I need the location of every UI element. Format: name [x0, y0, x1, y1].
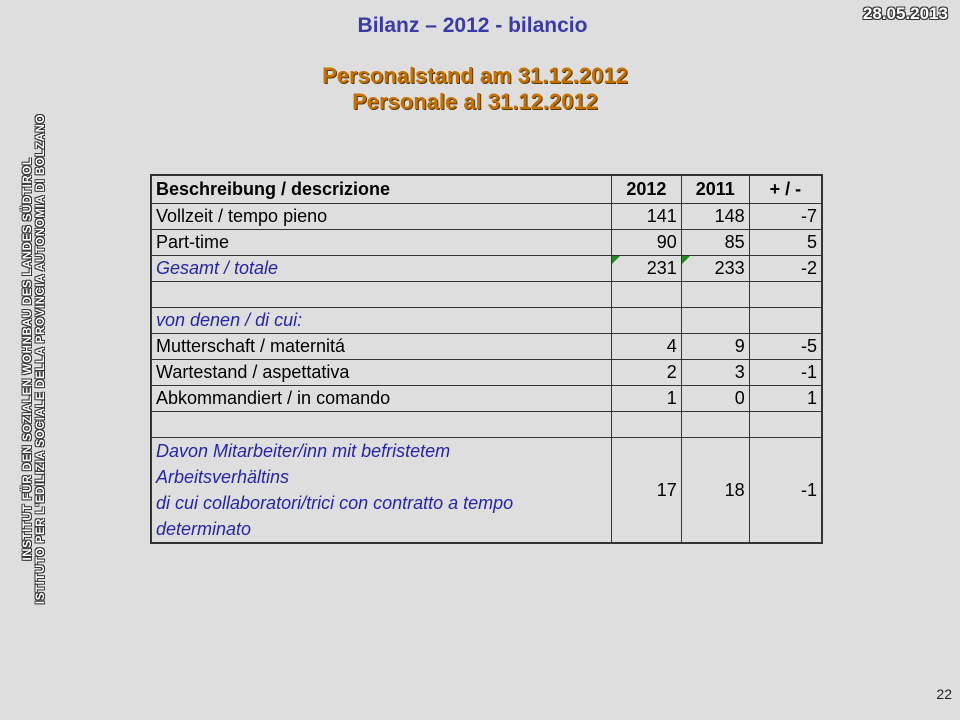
cell-difference: 1 — [749, 386, 822, 412]
cell-difference — [749, 282, 822, 308]
table-row-subheading — [151, 308, 822, 334]
cell-2011 — [681, 256, 749, 282]
table-row-empty — [151, 282, 822, 308]
cell-2011 — [681, 308, 749, 334]
slide-title-german: Personalstand am 31.12.2012 — [322, 63, 628, 88]
cell-2012: 90 — [611, 230, 681, 256]
slide-title — [240, 63, 710, 115]
cell-2012 — [611, 308, 681, 334]
row-description-line: determinato — [156, 519, 252, 539]
table-row-fulltime — [151, 204, 822, 230]
institution-name-german: INSTITUT FÜR DEN SOZIALEN WOHNBAU DES LANDES SÜDTIROL — [22, 157, 34, 561]
cell-2012: 17 — [611, 438, 681, 544]
row-description-line: Davon Mitarbeiter/inn mit befristetem — [156, 441, 451, 461]
row-description: von denen / di cui: — [151, 308, 611, 334]
cell-2012: 141 — [611, 204, 681, 230]
row-description: Wartestand / aspettativa — [151, 360, 611, 386]
formula-marker-icon — [682, 256, 690, 264]
table-row-leave — [151, 360, 822, 386]
table-row-maternity — [151, 334, 822, 360]
column-header-2012: 2012 — [611, 175, 681, 204]
cell-difference: -1 — [749, 438, 822, 544]
row-description: Mutterschaft / maternitá — [151, 334, 611, 360]
cell-2011: 3 — [681, 360, 749, 386]
row-description: Part-time — [151, 230, 611, 256]
cell-difference: -5 — [749, 334, 822, 360]
formula-marker-icon — [612, 256, 620, 264]
cell-2012 — [611, 412, 681, 438]
cell-2011: 9 — [681, 334, 749, 360]
row-description: Vollzeit / tempo pieno — [151, 204, 611, 230]
row-description — [151, 438, 611, 544]
cell-2011 — [681, 412, 749, 438]
column-header-difference: + / - — [749, 175, 822, 204]
cell-2012 — [611, 282, 681, 308]
cell-difference — [749, 412, 822, 438]
table-header-row — [151, 175, 822, 204]
column-header-2011: 2011 — [681, 175, 749, 204]
table-row-secondment — [151, 386, 822, 412]
row-description-line: di cui collaboratori/trici con contratto a tempo — [156, 493, 514, 513]
header-title: Bilanz – 2012 - bilancio — [357, 14, 588, 37]
table-row-total — [151, 256, 822, 282]
cell-2012 — [611, 256, 681, 282]
slide-title-italian: Personale al 31.12.2012 — [352, 89, 598, 114]
cell-value: 231 — [646, 258, 677, 278]
cell-2011: 148 — [681, 204, 749, 230]
cell-2012: 1 — [611, 386, 681, 412]
row-description: Gesamt / totale — [151, 256, 611, 282]
cell-2011: 0 — [681, 386, 749, 412]
row-description — [151, 282, 611, 308]
cell-difference: 5 — [749, 230, 822, 256]
cell-2011 — [681, 282, 749, 308]
institution-name-italian: ISTITUTO PER L'EDILIZIA SOCIALE DELLA PROVINCIA AUTONOMIA DI BOLZANO — [35, 113, 47, 605]
cell-difference — [749, 308, 822, 334]
page-number: 22 — [936, 686, 952, 702]
table-row-empty — [151, 412, 822, 438]
cell-value: 233 — [714, 258, 745, 278]
table-row-fixed-term — [151, 438, 822, 544]
cell-difference: -1 — [749, 360, 822, 386]
row-description — [151, 412, 611, 438]
cell-2011: 85 — [681, 230, 749, 256]
row-description-line: Arbeitsverhältins — [156, 467, 290, 487]
header-date: 28.05.2013 — [862, 4, 948, 23]
cell-2012: 2 — [611, 360, 681, 386]
cell-2011: 18 — [681, 438, 749, 544]
vertical-institution-text — [22, 64, 46, 654]
column-header-description: Beschreibung / descrizione — [151, 175, 611, 204]
cell-2012: 4 — [611, 334, 681, 360]
staff-table — [150, 174, 823, 544]
row-description: Abkommandiert / in comando — [151, 386, 611, 412]
cell-difference: -7 — [749, 204, 822, 230]
table-row-parttime — [151, 230, 822, 256]
cell-difference: -2 — [749, 256, 822, 282]
